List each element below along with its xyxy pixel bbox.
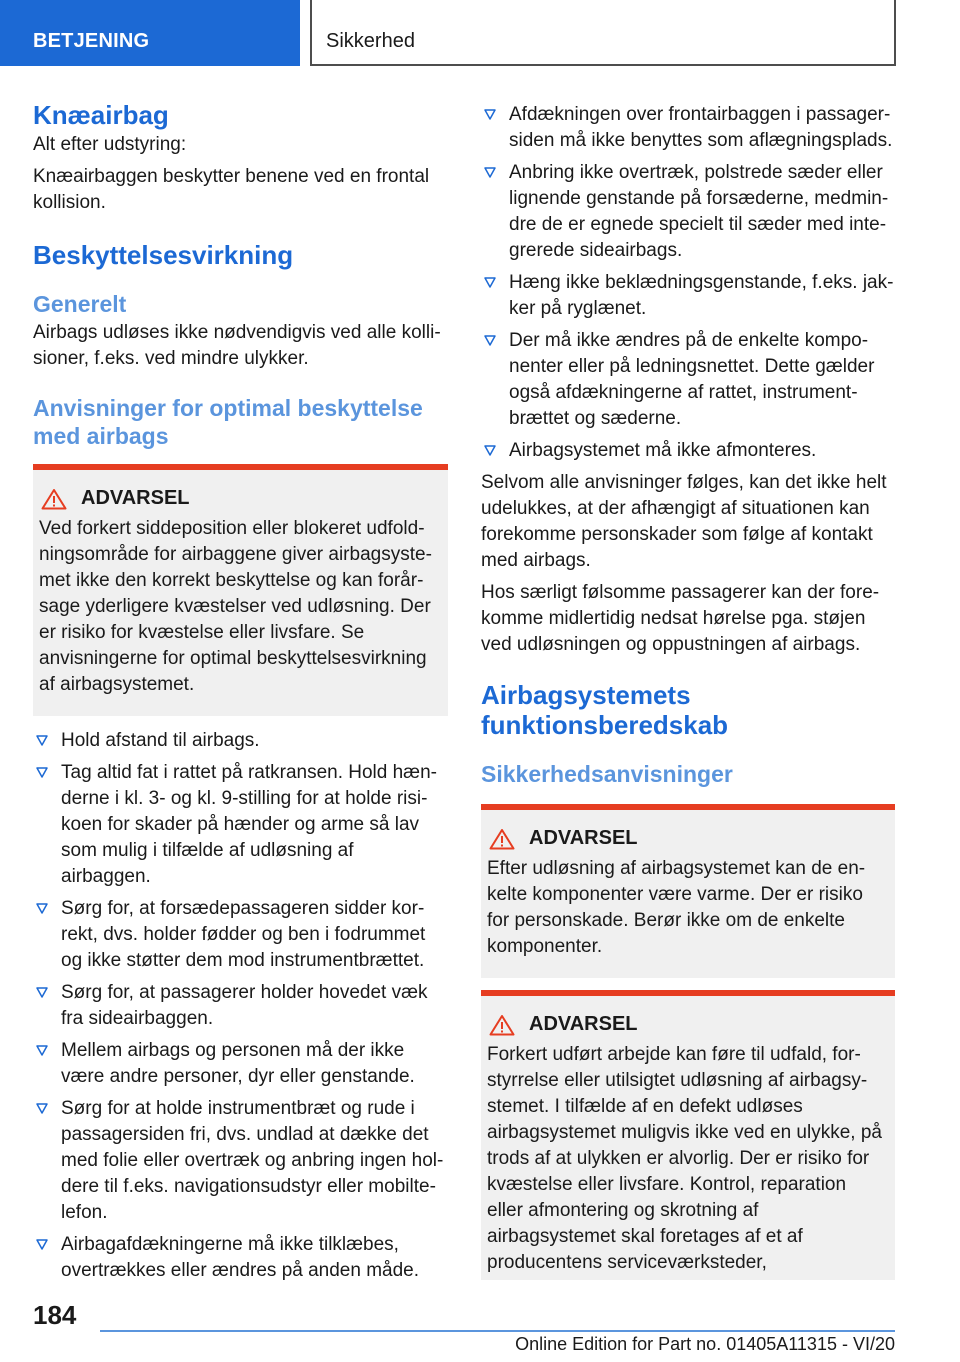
triangle-bullet-icon — [483, 273, 497, 291]
triangle-bullet-icon — [35, 1041, 49, 1059]
paragraph-hearing: Hos særligt følsomme passagerer kan der forekomme midlertidig nedsat hørelse pga. støjen ved udløsningen og oppustningen af airbags. — [481, 582, 880, 655]
edition-info: Online Edition for Part no. 01405A11315 - VI/20 — [515, 1334, 895, 1354]
chapter-title: Sikkerhed — [326, 30, 415, 52]
warning-title: ADVARSEL — [81, 487, 190, 509]
bullet-list — [33, 728, 448, 1284]
paragraph-knee-airbag: Knæairbaggen beskytter benene ved en frontal kollision. — [33, 166, 430, 213]
heading-safety: Sikkerhedsanvisninger — [481, 761, 733, 787]
triangle-bullet-icon — [483, 331, 497, 349]
heading-airbag-readiness: Airbagsystemets funktionsberedskab — [481, 680, 729, 740]
section-tab — [0, 0, 300, 66]
triangle-bullet-icon — [35, 983, 49, 1001]
warning-triangle-icon — [489, 828, 515, 850]
triangle-bullet-icon — [35, 763, 49, 781]
list-item: Sørg for, at passagerer holder hovedet væk fra sideairbaggen. — [33, 980, 448, 1032]
heading-advice: Anvisninger for optimal beskyttelse med airbags — [33, 395, 423, 449]
page-header — [0, 0, 960, 66]
warning-text: Forkert udført arbejde kan føre til udfald, forstyrrelse eller utilsigtet udløsning af airbagsystemet. I tilfælde af en defekt udløses airbagsystemet muligvis ikke ved en ulykke, på trods af at ulykken er alvorlig. Der er risiko for kvæstelse eller livsfare. Kontrol, reparation eller afmontering og skrotning af airbagsystemet skal foretages af et af producentens serviceværksteder, — [487, 1044, 882, 1273]
footer-divider — [100, 1330, 895, 1332]
page-number: 184 — [33, 1300, 77, 1330]
list-item: Tag altid fat i rattet på ratkransen. Hold hænderne i kl. 3- og kl. 9-stilling for at holde risikoen for skader på hænder og arme så lav som mulig i tilfælde af udløsning af airbaggen. — [33, 760, 448, 890]
paragraph-equipment: Alt efter udstyring: — [33, 134, 187, 155]
list-item: Airbagafdækningerne må ikke tilklæbes, overtrækkes eller ændres på anden måde. — [33, 1232, 448, 1284]
list-item: Hold afstand til airbags. — [33, 728, 448, 754]
warning-triangle-icon — [489, 1014, 515, 1036]
warning-triangle-icon — [41, 488, 67, 510]
right-column — [481, 100, 895, 1280]
paragraph-residual-risk: Selvom alle anvisninger følges, kan det ikke helt udelukkes, at der afhængigt af situationen kan forekomme personskader som følge af kontakt med airbags. — [481, 472, 887, 571]
chapter-box — [310, 0, 896, 66]
warning-title: ADVARSEL — [529, 1013, 638, 1035]
list-item: Der må ikke ændres på de enkelte komponenter eller på ledningsnettet. Dette gælder også afdækningerne af rattet, instrumentbrættet og sæderne. — [481, 328, 895, 432]
list-item: Sørg for, at forsædepassageren sidder korrekt, dvs. holder fødder og ben i fodrummet og ikke støtter dem mod instrumentbrættet. — [33, 896, 448, 974]
list-item: Airbagsystemet må ikke afmonteres. — [481, 438, 895, 464]
section-title: BETJENING — [33, 30, 150, 52]
warning-text: Ved forkert siddeposition eller blokeret udfoldningsområde for airbaggene giver airbagsystemet ikke den korrekt beskyttelse og kan forårsage yderligere kvæstelser ved udløsning. Der er risiko for kvæstelse eller livsfare. Se anvisningerne for optimal beskyttelsesvirkning af airbagsystemet. — [39, 518, 432, 695]
triangle-bullet-icon — [35, 731, 49, 749]
bullet-list — [481, 102, 895, 464]
heading-protection: Beskyttelsesvirkning — [33, 240, 294, 270]
warning-box — [481, 804, 895, 978]
list-item: Anbring ikke overtræk, polstrede sæder eller lignende genstande på forsæderne, medmindre de er egnede specielt til sæder med integrerede sideairbags. — [481, 160, 895, 264]
heading-general: Generelt — [33, 291, 127, 317]
triangle-bullet-icon — [35, 1099, 49, 1117]
list-item: Hæng ikke beklædningsgenstande, f.eks. jakker på ryglænet. — [481, 270, 895, 322]
triangle-bullet-icon — [35, 899, 49, 917]
triangle-bullet-icon — [483, 163, 497, 181]
list-item: Sørg for at holde instrumentbræt og rude i passagersiden fri, dvs. undlad at dække det med folie eller overtræk og anbring ingen holdere til f.eks. navigationsudstyr eller mobiltelefon. — [33, 1096, 448, 1226]
warning-box — [481, 990, 895, 1280]
list-item: Afdækningen over frontairbaggen i passagersiden må ikke benyttes som aflægningsplads. — [481, 102, 895, 154]
triangle-bullet-icon — [35, 1235, 49, 1253]
warning-title: ADVARSEL — [529, 827, 638, 849]
left-column — [33, 100, 448, 1290]
warning-box — [33, 464, 448, 716]
triangle-bullet-icon — [483, 105, 497, 123]
list-item: Mellem airbags og personen må der ikke være andre personer, dyr eller genstande. — [33, 1038, 448, 1090]
heading-knee-airbag: Knæairbag — [33, 100, 169, 130]
triangle-bullet-icon — [483, 441, 497, 459]
warning-text: Efter udløsning af airbagsystemet kan de enkelte komponenter være varme. Der er risiko for personskade. Berør ikke om de enkelte komponenter. — [487, 858, 866, 957]
paragraph-general: Airbags udløses ikke nødvendigvis ved alle kollisioner, f.eks. ved mindre ulykker. — [33, 322, 441, 369]
